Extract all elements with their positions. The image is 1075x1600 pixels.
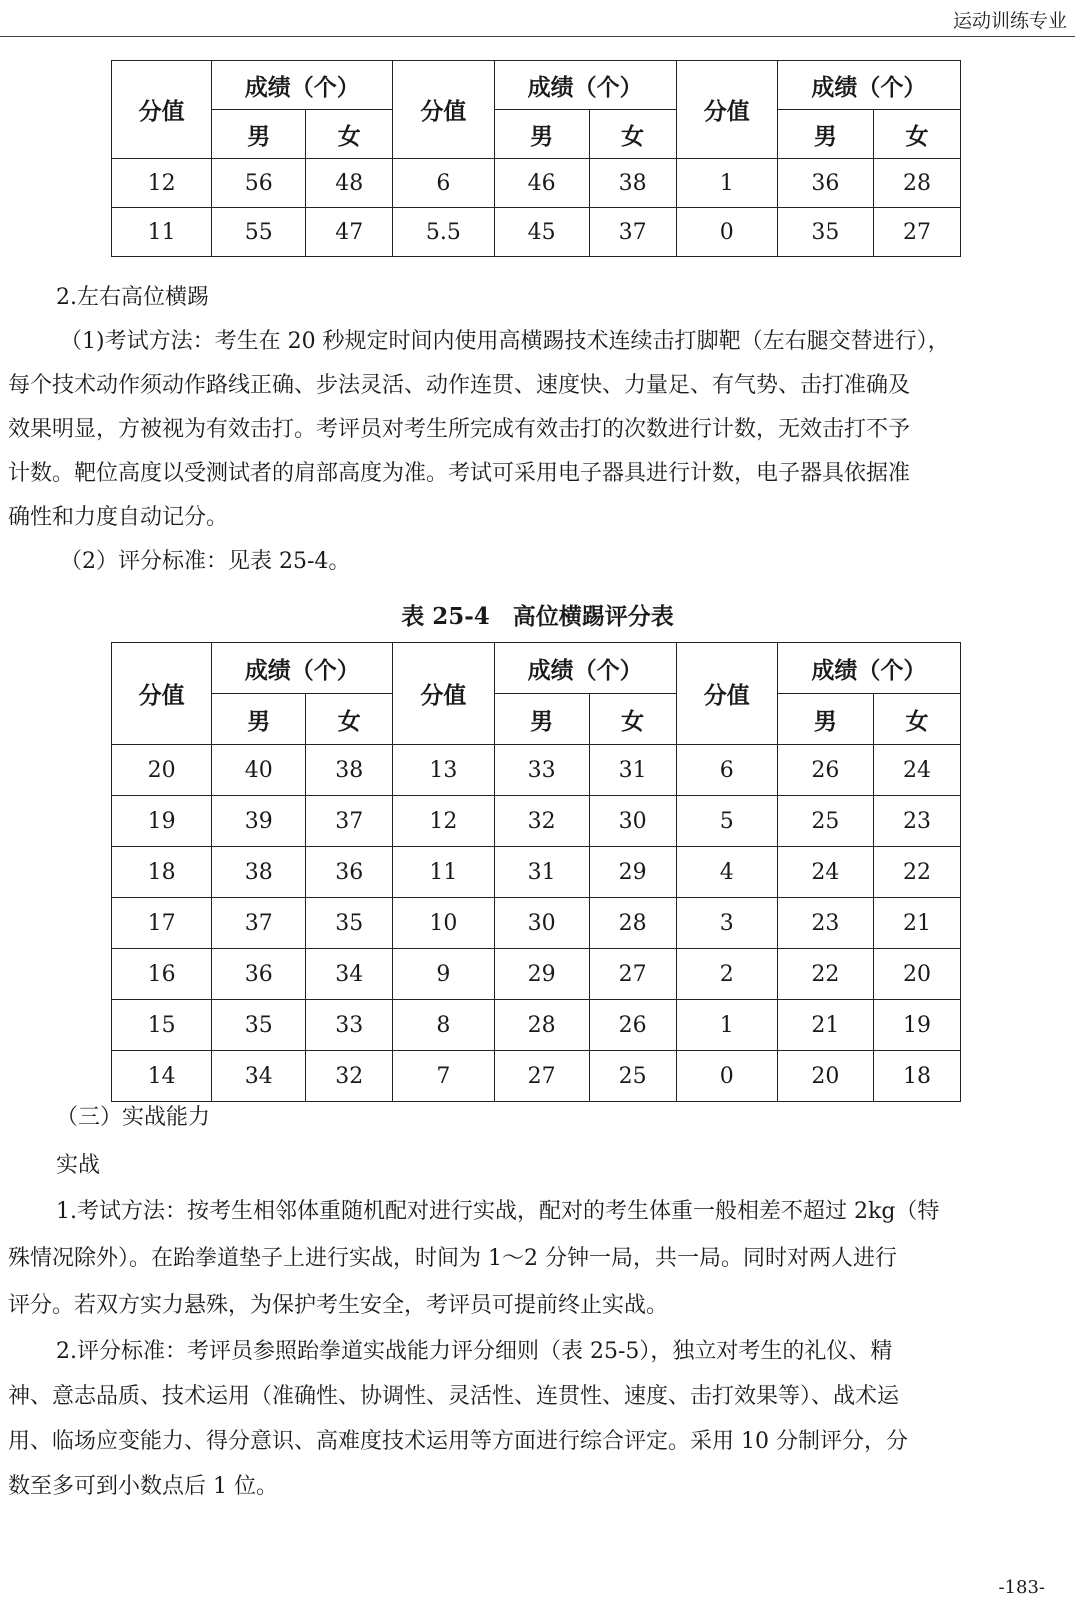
table-cell: 35: [777, 208, 873, 257]
table-cell: 33: [306, 1000, 393, 1051]
table-row: [112, 796, 961, 847]
score-table-continued: [111, 60, 961, 257]
table-cell: 7: [393, 1051, 494, 1102]
table-cell: 15: [112, 1000, 212, 1051]
table-cell: 39: [212, 796, 306, 847]
table-cell: 5: [676, 796, 777, 847]
table-cell: 25: [777, 796, 873, 847]
table-cell: 35: [306, 898, 393, 949]
table-cell: 20: [112, 745, 212, 796]
header-score: 分值: [393, 643, 494, 745]
table-cell: 25: [589, 1051, 676, 1102]
table-row: [112, 1051, 961, 1102]
paragraph-line: 每个技术动作须动作路线正确、步法灵活、动作连贯、速度快、力量足、有气势、击打准确及: [8, 373, 911, 398]
table-cell: 19: [874, 1000, 961, 1051]
table-cell: 38: [306, 745, 393, 796]
table-row: [112, 159, 961, 208]
section-heading: （三）实战能力: [56, 1105, 211, 1130]
header-male: 男: [777, 110, 873, 159]
paragraph-line: 评分。若双方实力悬殊，为保护考生安全，考评员可提前终止实战。: [8, 1293, 669, 1318]
table-cell: 29: [494, 949, 589, 1000]
table-subheader-row: [112, 110, 961, 159]
table-cell: 26: [589, 1000, 676, 1051]
table-cell: 0: [676, 1051, 777, 1102]
table-cell: 56: [212, 159, 306, 208]
header-score: 分值: [112, 61, 212, 159]
header-female: 女: [874, 694, 961, 745]
header-score: 分值: [676, 643, 777, 745]
table-cell: 24: [874, 745, 961, 796]
paragraph-line: 神、意志品质、技术运用（准确性、协调性、灵活性、连贯性、速度、击打效果等）、战术运: [8, 1384, 900, 1409]
paragraph-line: 计数。靶位高度以受测试者的肩部高度为准。考试可采用电子器具进行计数，电子器具依据准: [8, 461, 911, 486]
table-cell: 20: [777, 1051, 873, 1102]
table-cell: 9: [393, 949, 494, 1000]
table-cell: 8: [393, 1000, 494, 1051]
table-cell: 22: [777, 949, 873, 1000]
paragraph-line: 数至多可到小数点后 1 位。: [8, 1474, 278, 1499]
table-cell: 26: [777, 745, 873, 796]
table-cell: 30: [589, 796, 676, 847]
header-result: 成绩（个）: [494, 643, 676, 694]
table-cell: 18: [874, 1051, 961, 1102]
header-score: 分值: [676, 61, 777, 159]
table-cell: 10: [393, 898, 494, 949]
section-heading: 2.左右高位横踢: [56, 285, 209, 310]
table-cell: 20: [874, 949, 961, 1000]
header-female: 女: [589, 694, 676, 745]
table-row: [112, 898, 961, 949]
subsection-heading: 实战: [56, 1153, 101, 1178]
table-cell: 32: [494, 796, 589, 847]
table-cell: 33: [494, 745, 589, 796]
table-cell: 35: [212, 1000, 306, 1051]
table-cell: 17: [112, 898, 212, 949]
table-cell: 31: [589, 745, 676, 796]
header-male: 男: [494, 694, 589, 745]
table-row: [112, 949, 961, 1000]
paragraph-line: 1.考试方法：按考生相邻体重随机配对进行实战，配对的考生体重一般相差不超过 2kg（特: [56, 1199, 940, 1224]
table-header-row: [112, 61, 961, 110]
table-cell: 27: [494, 1051, 589, 1102]
table-header-row: [112, 643, 961, 694]
table-cell: 4: [676, 847, 777, 898]
header-title: 运动训练专业: [952, 10, 1067, 32]
table-cell: 28: [874, 159, 961, 208]
table-cell: 22: [874, 847, 961, 898]
table-cell: 5.5: [393, 208, 494, 257]
table-cell: 45: [494, 208, 589, 257]
table-cell: 1: [676, 159, 777, 208]
header-result: 成绩（个）: [494, 61, 676, 110]
header-male: 男: [212, 110, 306, 159]
table-caption: 表 25-4 高位横踢评分表: [401, 603, 674, 630]
header-female: 女: [306, 110, 393, 159]
table-cell: 37: [212, 898, 306, 949]
table-body: [112, 745, 961, 1102]
header-female: 女: [874, 110, 961, 159]
table-cell: 30: [494, 898, 589, 949]
table-cell: 24: [777, 847, 873, 898]
table-cell: 3: [676, 898, 777, 949]
table-cell: 46: [494, 159, 589, 208]
table-cell: 13: [393, 745, 494, 796]
table-cell: 12: [112, 159, 212, 208]
table-cell: 38: [212, 847, 306, 898]
header-result: 成绩（个）: [212, 61, 393, 110]
table-cell: 21: [874, 898, 961, 949]
table-cell: 27: [874, 208, 961, 257]
table-cell: 14: [112, 1051, 212, 1102]
table-cell: 6: [676, 745, 777, 796]
table-cell: 32: [306, 1051, 393, 1102]
header-female: 女: [306, 694, 393, 745]
table-cell: 34: [212, 1051, 306, 1102]
table-cell: 21: [777, 1000, 873, 1051]
header-male: 男: [494, 110, 589, 159]
table-cell: 55: [212, 208, 306, 257]
table-row: [112, 745, 961, 796]
paragraph-line: （2）评分标准：见表 25-4。: [60, 549, 351, 574]
header-result: 成绩（个）: [777, 643, 960, 694]
table-cell: 28: [494, 1000, 589, 1051]
header-male: 男: [212, 694, 306, 745]
table-cell: 1: [676, 1000, 777, 1051]
table-cell: 36: [306, 847, 393, 898]
table-cell: 0: [676, 208, 777, 257]
table-row: [112, 1000, 961, 1051]
table-row: [112, 208, 961, 257]
table-cell: 31: [494, 847, 589, 898]
table-cell: 36: [777, 159, 873, 208]
table-cell: 2: [676, 949, 777, 1000]
table-cell: 6: [393, 159, 494, 208]
header-result: 成绩（个）: [777, 61, 960, 110]
table-cell: 11: [393, 847, 494, 898]
paragraph-line: 确性和力度自动记分。: [8, 505, 229, 530]
table-cell: 18: [112, 847, 212, 898]
table-cell: 29: [589, 847, 676, 898]
header-male: 男: [777, 694, 873, 745]
table-cell: 16: [112, 949, 212, 1000]
table-cell: 19: [112, 796, 212, 847]
table-cell: 11: [112, 208, 212, 257]
header-divider: [0, 36, 1075, 37]
header-result: 成绩（个）: [212, 643, 393, 694]
table-cell: 37: [589, 208, 676, 257]
page-number: -183-: [998, 1577, 1045, 1598]
table-row: [112, 847, 961, 898]
paragraph-line: （1)考试方法：考生在 20 秒规定时间内使用高横踢技术连续击打脚靶（左右腿交替进行），: [60, 329, 950, 354]
paragraph-line: 用、临场应变能力、得分意识、高难度技术运用等方面进行综合评定。采用 10 分制评分，分: [8, 1429, 908, 1454]
table-cell: 23: [874, 796, 961, 847]
table-cell: 40: [212, 745, 306, 796]
table-cell: 37: [306, 796, 393, 847]
paragraph-line: 殊情况除外）。在跆拳道垫子上进行实战，时间为 1～2 分钟一局，共一局。同时对两人进行: [8, 1246, 897, 1271]
score-table-25-4: [111, 642, 961, 1102]
table-cell: 36: [212, 949, 306, 1000]
table-cell: 48: [306, 159, 393, 208]
paragraph-line: 2.评分标准：考评员参照跆拳道实战能力评分细则（表 25-5），独立对考生的礼仪、精: [56, 1339, 893, 1364]
header-score: 分值: [112, 643, 212, 745]
paragraph-line: 效果明显，方被视为有效击打。考评员对考生所完成有效击打的次数进行计数，无效击打不予: [8, 417, 911, 442]
table-cell: 27: [589, 949, 676, 1000]
header-female: 女: [589, 110, 676, 159]
table-cell: 12: [393, 796, 494, 847]
table-cell: 34: [306, 949, 393, 1000]
table-cell: 28: [589, 898, 676, 949]
table-cell: 38: [589, 159, 676, 208]
header-score: 分值: [393, 61, 494, 159]
table-cell: 23: [777, 898, 873, 949]
table-cell: 47: [306, 208, 393, 257]
table-subheader-row: [112, 694, 961, 745]
